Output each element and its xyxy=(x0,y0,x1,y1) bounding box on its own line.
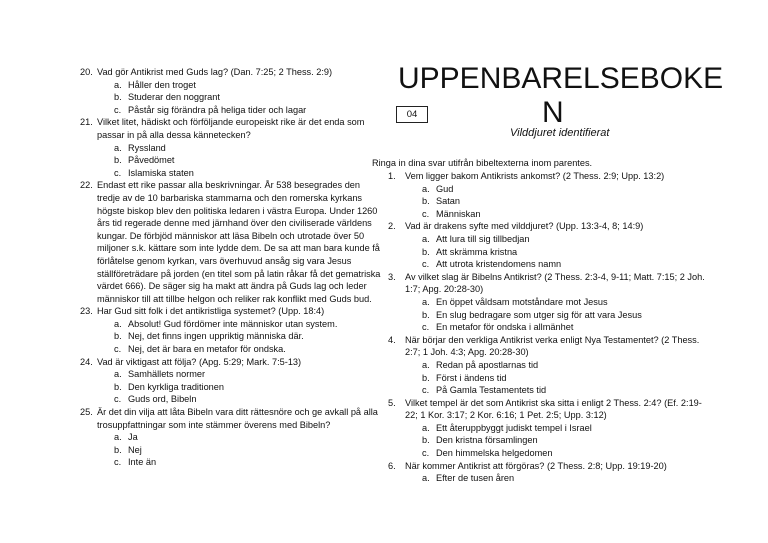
answer-option[interactable] xyxy=(80,318,382,331)
option-text: Nej, det är bara en metafor för ondska. xyxy=(128,344,286,355)
option-letter: b. xyxy=(114,155,122,166)
question xyxy=(80,406,382,431)
option-text: Ja xyxy=(128,432,138,443)
option-letter: a. xyxy=(422,183,430,194)
question-text: Är det din vilja att låta Bibeln vara ditt rättesnöre och ge avkall på alla trosuppfattningar som inte stämmer överens med Bibeln? xyxy=(97,407,378,430)
option-text: På Gamla Testamentets tid xyxy=(436,385,547,396)
option-letter: c. xyxy=(114,344,122,355)
option-letter: c. xyxy=(114,457,122,468)
question xyxy=(80,66,382,79)
question-text: Har Gud sitt folk i det antikristliga systemet? (Upp. 18:4) xyxy=(97,306,325,317)
option-text: Efter de tusen åren xyxy=(436,473,515,484)
option-letter: b. xyxy=(114,92,122,103)
option-text: Påstår sig förändra på heliga tider och lagar xyxy=(128,104,307,115)
option-text: Att lura till sig tillbedjan xyxy=(436,233,530,244)
answer-option[interactable] xyxy=(388,233,708,246)
question xyxy=(388,334,708,359)
option-letter: a. xyxy=(422,296,430,307)
question xyxy=(388,460,708,473)
question-number: 3. xyxy=(388,271,396,282)
option-letter: b. xyxy=(422,196,430,207)
answer-option[interactable] xyxy=(388,246,708,259)
answer-option[interactable] xyxy=(80,431,382,444)
answer-option[interactable] xyxy=(80,456,382,469)
option-letter: c. xyxy=(422,322,430,333)
question xyxy=(388,397,708,422)
option-text: Den kyrkliga traditionen xyxy=(128,381,225,392)
title-line-1: UPPENBARELSEBOKE xyxy=(398,62,724,95)
answer-option[interactable] xyxy=(80,167,382,180)
option-text: Den kristna församlingen xyxy=(436,435,538,446)
question-text: Vilket litet, hädiskt och förföljande europeiskt rike är det enda som passar in på alla dessa kännetecken? xyxy=(97,117,365,140)
answer-option[interactable] xyxy=(388,183,708,196)
question xyxy=(80,305,382,318)
question-text: Vad är drakens syfte med vilddjuret? (Upp. 13:3-4, 8; 14:9) xyxy=(405,221,644,232)
option-letter: a. xyxy=(422,233,430,244)
option-text: Nej, det finns ingen uppriktig människa där. xyxy=(128,331,304,342)
option-letter: c. xyxy=(422,385,430,396)
option-letter: b. xyxy=(422,309,430,320)
answer-option[interactable] xyxy=(80,393,382,406)
option-letter: b. xyxy=(114,331,122,342)
answer-option[interactable] xyxy=(80,142,382,155)
option-letter: a. xyxy=(114,318,122,329)
right-column xyxy=(388,170,708,485)
question-number: 23. xyxy=(80,306,93,317)
option-letter: b. xyxy=(114,381,122,392)
answer-option[interactable] xyxy=(388,258,708,271)
question xyxy=(80,356,382,369)
question-number: 6. xyxy=(388,460,396,471)
option-text: Samhällets normer xyxy=(128,369,206,380)
answer-option[interactable] xyxy=(388,447,708,460)
question-text: Vad är viktigast att följa? (Apg. 5:29; Mark. 7:5-13) xyxy=(97,356,302,367)
answer-option[interactable] xyxy=(80,368,382,381)
option-text: Påvedömet xyxy=(128,155,175,166)
question-number: 21. xyxy=(80,117,93,128)
question xyxy=(388,220,708,233)
option-text: Människan xyxy=(436,208,481,219)
instructions: Ringa in dina svar utifrån bibeltexterna inom parentes. xyxy=(372,158,593,168)
left-column xyxy=(80,0,382,469)
question-text: När börjar den verkliga Antikrist verka enligt Nya Testamentet? (2 Thess. 2:7; 1 Joh. 4:3; Apg. 20:28-30) xyxy=(405,334,700,358)
answer-option[interactable] xyxy=(388,472,708,485)
option-text: Satan xyxy=(436,196,461,207)
answer-option[interactable] xyxy=(388,321,708,334)
question-text: Vad gör Antikrist med Guds lag? (Dan. 7:25; 2 Thess. 2:9) xyxy=(97,67,333,77)
answer-option[interactable] xyxy=(388,208,708,221)
question-number: 1. xyxy=(388,171,396,181)
question-text: När kommer Antikrist att förgöras? (2 Thess. 2:8; Upp. 19:19-20) xyxy=(405,460,667,471)
lesson-number-box: 04 xyxy=(396,106,428,123)
answer-option[interactable] xyxy=(388,384,708,397)
option-letter: c. xyxy=(114,394,122,405)
question-number: 4. xyxy=(388,334,396,345)
answer-option[interactable] xyxy=(388,309,708,322)
question xyxy=(80,179,382,305)
answer-option[interactable] xyxy=(80,381,382,394)
option-text: Håller den troget xyxy=(128,79,196,90)
option-letter: a. xyxy=(114,369,122,380)
option-letter: c. xyxy=(422,448,430,459)
option-text: Studerar den noggrant xyxy=(128,92,220,103)
question-number: 20. xyxy=(80,67,93,77)
option-letter: a. xyxy=(114,432,122,443)
option-text: En metafor för ondska i allmänhet xyxy=(436,322,574,333)
option-text: En öppet våldsam motståndare mot Jesus xyxy=(436,296,608,307)
answer-option[interactable] xyxy=(388,372,708,385)
answer-option[interactable] xyxy=(388,359,708,372)
question xyxy=(388,170,708,183)
option-text: Ett återuppbyggt judiskt tempel i Israel xyxy=(436,422,592,433)
option-letter: a. xyxy=(422,422,430,433)
option-letter: b. xyxy=(422,435,430,446)
option-text: Att utrota kristendomens namn xyxy=(436,259,562,270)
answer-option[interactable] xyxy=(80,444,382,457)
option-letter: a. xyxy=(422,359,430,370)
page-title xyxy=(398,62,728,130)
option-letter: a. xyxy=(114,79,122,90)
option-text: Gud xyxy=(436,183,454,194)
option-text: Den himmelska helgedomen xyxy=(436,448,553,459)
question-number: 25. xyxy=(80,407,93,418)
option-text: Islamiska staten xyxy=(128,167,194,178)
answer-option[interactable] xyxy=(388,195,708,208)
question-text: Av vilket slag är Bibelns Antikrist? (2 Thess. 2:3-4, 9-11; Matt. 7:15; 2 Joh. 1:7; Apg. 20:28-30) xyxy=(405,271,705,295)
title-line-2: N xyxy=(542,96,564,129)
option-letter: b. xyxy=(114,444,122,455)
option-letter: c. xyxy=(114,167,122,178)
answer-option[interactable] xyxy=(80,154,382,167)
answer-option[interactable] xyxy=(80,330,382,343)
option-letter: c. xyxy=(422,259,430,270)
question xyxy=(80,116,382,141)
option-text: Redan på apostlarnas tid xyxy=(436,359,539,370)
question-number: 2. xyxy=(388,221,396,232)
option-text: Ryssland xyxy=(128,142,166,153)
answer-option[interactable] xyxy=(80,79,382,92)
option-text: Inte än xyxy=(128,457,157,468)
answer-option[interactable] xyxy=(388,422,708,435)
question-number: 24. xyxy=(80,356,93,367)
lesson-subtitle: Vilddjuret identifierat xyxy=(510,127,610,139)
question-number: 22. xyxy=(80,180,93,191)
option-text: Absolut! Gud fördömer inte människor utan system. xyxy=(128,318,338,329)
option-text: Först i ändens tid xyxy=(436,372,507,383)
question-number: 5. xyxy=(388,397,396,408)
option-text: En slug bedragare som utger sig för att vara Jesus xyxy=(436,309,642,320)
answer-option[interactable] xyxy=(80,104,382,117)
option-letter: c. xyxy=(114,104,122,115)
question-text: Vem ligger bakom Antikrists ankomst? (2 Thess. 2:9; Upp. 13:2) xyxy=(405,171,665,181)
question xyxy=(388,271,708,296)
question-text: Vilket tempel är det som Antikrist ska sitta i enligt 2 Thess. 2:4? (Ef. 2:19-22; 1 Kor. 3:17; 2 Kor. 6:16; 1 Pet. 2:5; Upp. 3:12) xyxy=(405,397,702,421)
option-text: Nej xyxy=(128,444,142,455)
option-text: Att skrämma kristna xyxy=(436,246,518,257)
option-letter: a. xyxy=(114,142,122,153)
answer-option[interactable] xyxy=(80,343,382,356)
question-text: Endast ett rike passar alla beskrivningar. År 538 besegrades den tredje av de 10 barbariska stammarna och den romerska kyrkans högste biskop blev den politiska ledaren i västra Europa. Under 1260 års tid regerade denne med järnhand över den civiliserade världens kungar. De förbjöd människor att läsa Bibeln och utrotade över 50 miljoner s.k. kättare som inte lydde dem. De sa att man bara kunde få förlåtelse genom kyrkan, vars överhuvud ansåg sig vara Jesus ställföreträdare på jorden (en titel som på latin råkar få det gematriska värdet 666). De säger sig ha makt att ändra på Guds lag och leder människor till att tillbe helgon och reliker rak konflikt med Guds bud. xyxy=(97,180,381,304)
answer-option[interactable] xyxy=(388,434,708,447)
answer-option[interactable] xyxy=(80,91,382,104)
option-letter: b. xyxy=(422,372,430,383)
option-letter: b. xyxy=(422,246,430,257)
option-letter: c. xyxy=(422,208,430,219)
option-letter: a. xyxy=(422,473,430,484)
answer-option[interactable] xyxy=(388,296,708,309)
option-text: Guds ord, Bibeln xyxy=(128,394,197,405)
